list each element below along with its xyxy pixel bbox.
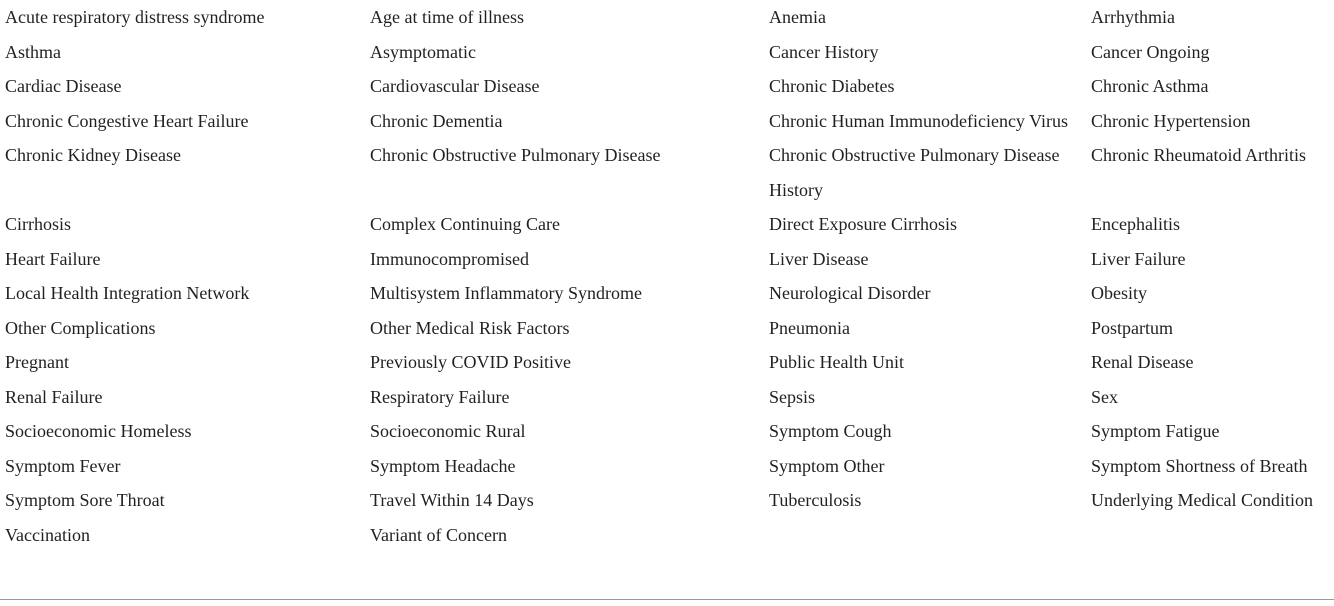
table-cell: Cardiovascular Disease	[370, 76, 540, 96]
table-row	[0, 276, 1334, 311]
table-row	[0, 69, 1334, 104]
table-cell: Anemia	[769, 7, 826, 27]
table-cell: Chronic Hypertension	[1091, 110, 1251, 131]
table-row	[0, 0, 1334, 35]
table-cell: Multisystem Inflammatory Syndrome	[370, 283, 642, 303]
table-cell: Chronic Kidney Disease	[5, 145, 181, 165]
table-cell: Chronic Dementia	[370, 110, 503, 131]
table-row	[0, 35, 1334, 70]
table-row	[0, 380, 1334, 415]
table-cell: Previously COVID Positive	[370, 352, 572, 372]
table-bottom-rule	[0, 599, 1334, 600]
table-cell: Acute respiratory distress syndrome	[5, 7, 265, 27]
table-cell: Underlying Medical Condition	[1091, 490, 1313, 510]
table-cell: Other Complications	[5, 317, 156, 338]
table-cell: Asthma	[5, 41, 61, 62]
table-cell: Symptom Cough	[769, 421, 892, 441]
table-cell: Public Health Unit	[769, 352, 904, 372]
table-cell: Symptom Shortness of Breath	[1091, 455, 1308, 476]
table-row	[0, 449, 1334, 484]
table-cell: Postpartum	[1091, 317, 1174, 338]
table-row	[0, 345, 1334, 380]
table-cell: Symptom Fever	[5, 455, 121, 476]
table-cell: Neurological Disorder	[769, 283, 931, 303]
table-cell: Immunocompromised	[370, 248, 529, 269]
table-cell: Cancer Ongoing	[1091, 41, 1210, 62]
table-cell: Tuberculosis	[769, 490, 862, 510]
table-cell: Liver Disease	[769, 248, 869, 269]
table-cell: Symptom Sore Throat	[5, 490, 165, 510]
table-cell: Renal Disease	[1091, 352, 1194, 372]
table-cell: Pneumonia	[769, 317, 850, 338]
table-cell: Cancer History	[769, 41, 879, 62]
table-cell: Sex	[1091, 386, 1118, 407]
table-row	[0, 207, 1334, 242]
table-cell: Asymptomatic	[370, 41, 476, 62]
table-cell: Socioeconomic Rural	[370, 421, 526, 441]
table-cell: Obesity	[1091, 283, 1147, 303]
table-cell: Local Health Integration Network	[5, 283, 250, 303]
table-row	[0, 311, 1334, 346]
table-row	[0, 518, 1334, 566]
table-cell: Chronic Asthma	[1091, 76, 1209, 96]
table-cell: Chronic Rheumatoid Arthritis	[1091, 145, 1306, 165]
table-cell: Chronic Obstructive Pulmonary Disease	[370, 145, 661, 165]
table-cell	[1091, 518, 1334, 566]
table-cell: Cirrhosis	[5, 214, 72, 234]
table-cell: Direct Exposure Cirrhosis	[769, 214, 957, 234]
table-cell: Complex Continuing Care	[370, 214, 560, 234]
table-cell: Symptom Headache	[370, 455, 516, 476]
table-cell: Age at time of illness	[370, 7, 524, 27]
table-cell: Sepsis	[769, 386, 816, 407]
table-cell: Respiratory Failure	[370, 386, 510, 407]
table-cell: Variant of Concern	[370, 524, 507, 545]
table-row	[0, 483, 1334, 518]
table-cell: Pregnant	[5, 352, 69, 372]
table-cell: Symptom Fatigue	[1091, 421, 1220, 441]
table-cell: Vaccination	[5, 524, 90, 545]
table-cell: Encephalitis	[1091, 214, 1180, 234]
table-cell: Heart Failure	[5, 248, 101, 269]
table-cell: Chronic Diabetes	[769, 76, 895, 96]
table-row	[0, 242, 1334, 277]
table-cell: Arrhythmia	[1091, 7, 1175, 27]
table-cell: Other Medical Risk Factors	[370, 317, 570, 338]
table-row	[0, 104, 1334, 139]
table-cell: Chronic Human Immunodeficiency Virus	[769, 110, 1069, 131]
table-cell: Liver Failure	[1091, 248, 1186, 269]
table-cell: Chronic Obstructive Pulmonary Disease History	[769, 145, 1060, 200]
table-row	[0, 414, 1334, 449]
table-cell: Symptom Other	[769, 455, 885, 476]
table-cell: Socioeconomic Homeless	[5, 421, 192, 441]
table-cell: Travel Within 14 Days	[370, 490, 534, 510]
table-cell: Chronic Congestive Heart Failure	[5, 110, 249, 131]
table-cell	[769, 518, 1091, 566]
table-row	[0, 138, 1334, 207]
table-cell: Cardiac Disease	[5, 76, 122, 96]
table-cell: Renal Failure	[5, 386, 103, 407]
